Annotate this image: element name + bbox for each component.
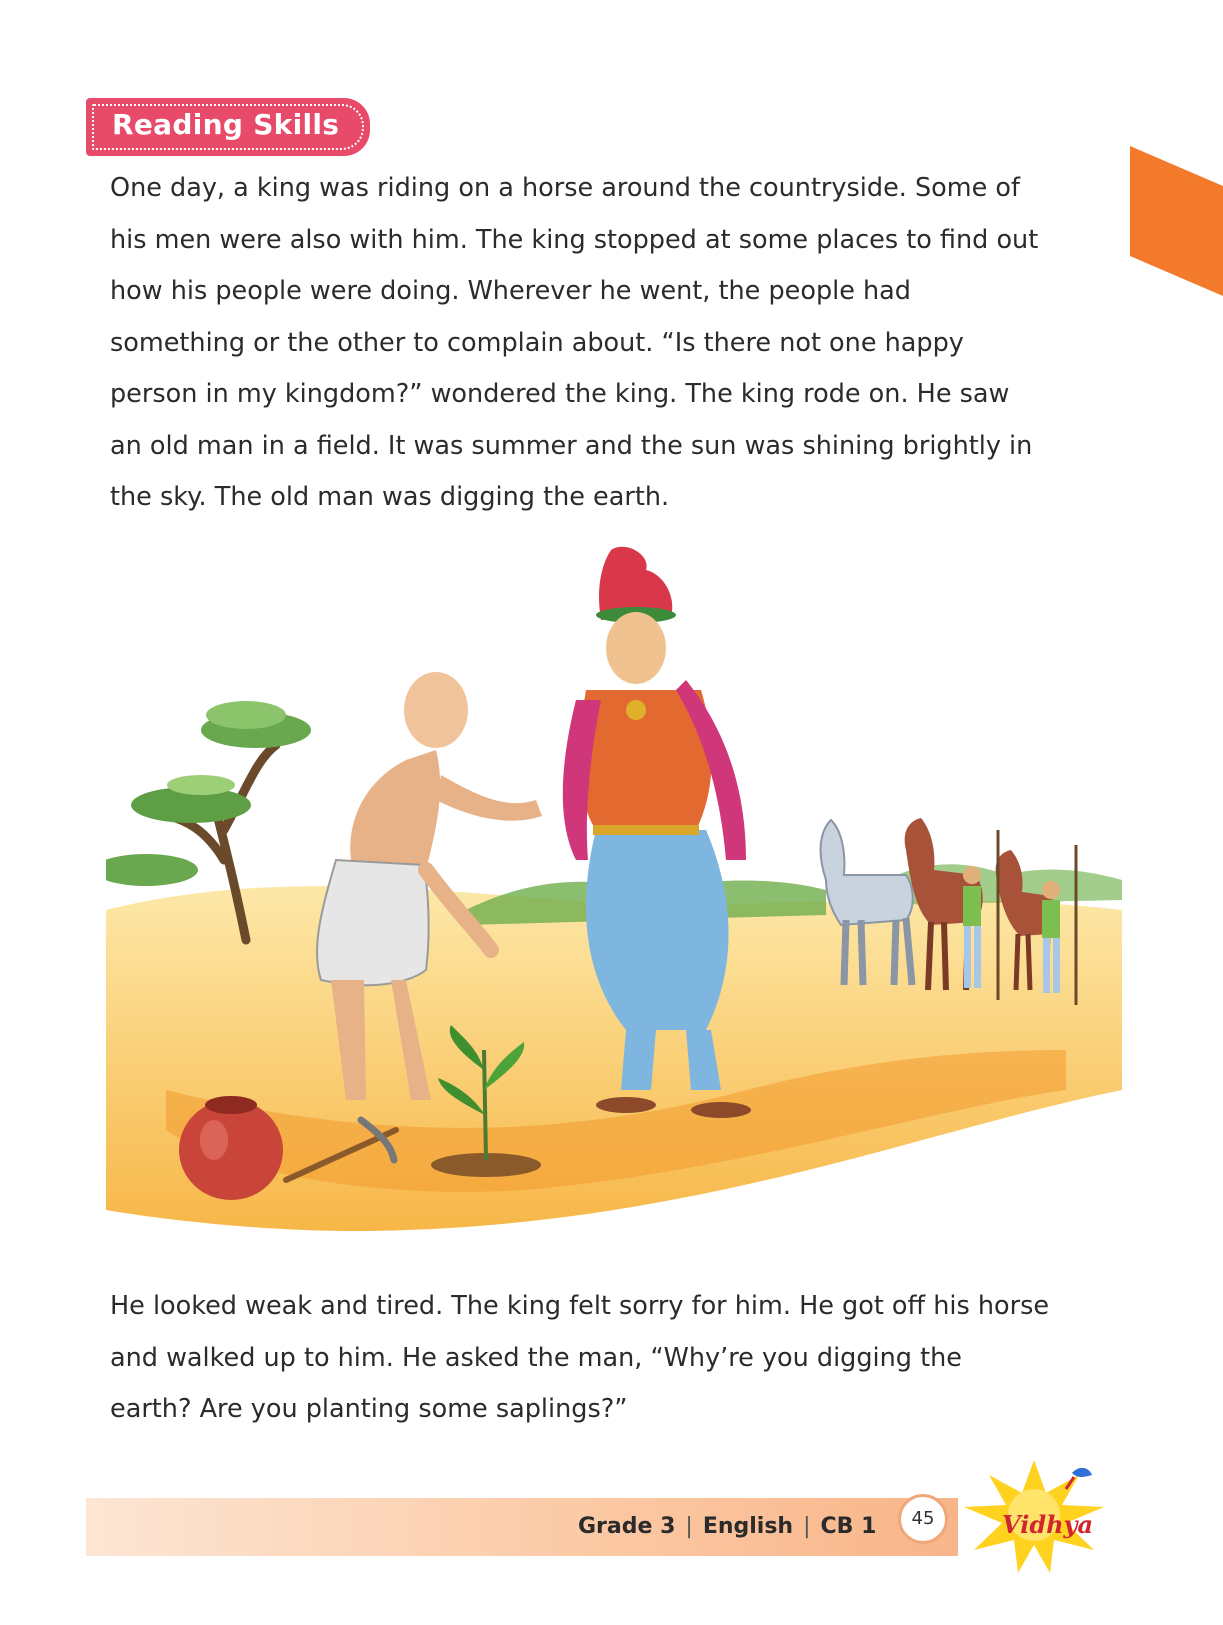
page-number: 45 bbox=[898, 1494, 948, 1544]
footer-book: CB 1 bbox=[820, 1514, 877, 1539]
text-line: earth? Are you planting some saplings?” bbox=[110, 1394, 628, 1424]
text-line: and walked up to him. He asked the man, “Why’re you digging the bbox=[110, 1342, 962, 1373]
footer-label bbox=[578, 1510, 876, 1544]
text-line: the sky. The old man was digging the earth. bbox=[110, 482, 670, 512]
text-line: One day, a king was riding on a horse around the countryside. Some of bbox=[110, 173, 1020, 203]
section-banner bbox=[86, 98, 370, 156]
text-line: He looked weak and tired. The king felt sorry for him. He got off his horse bbox=[110, 1291, 1050, 1321]
text-line: how his people were doing. Wherever he went, the people had bbox=[110, 276, 911, 306]
story-paragraph-1 bbox=[110, 163, 1038, 524]
footer-separator: | bbox=[803, 1514, 811, 1539]
footer-grade: Grade 3 bbox=[578, 1514, 676, 1539]
text-line: his men were also with him. The king stopped at some places to find out bbox=[110, 224, 1039, 255]
logo-text: Vidhya bbox=[1002, 1510, 1094, 1539]
section-title: Reading Skills bbox=[112, 108, 340, 141]
text-line: an old man in a field. It was summer and the sun was shining brightly in bbox=[110, 430, 1033, 461]
corner-tab bbox=[1130, 146, 1223, 296]
footer-separator: | bbox=[685, 1514, 693, 1539]
text-line: person in my kingdom?” wondered the king. The king rode on. He saw bbox=[110, 379, 1010, 409]
text-line: something or the other to complain about. “Is there not one happy bbox=[110, 327, 964, 358]
story-paragraph-2 bbox=[110, 1281, 1049, 1436]
footer-subject: English bbox=[702, 1514, 794, 1539]
story-illustration bbox=[106, 530, 1122, 1282]
